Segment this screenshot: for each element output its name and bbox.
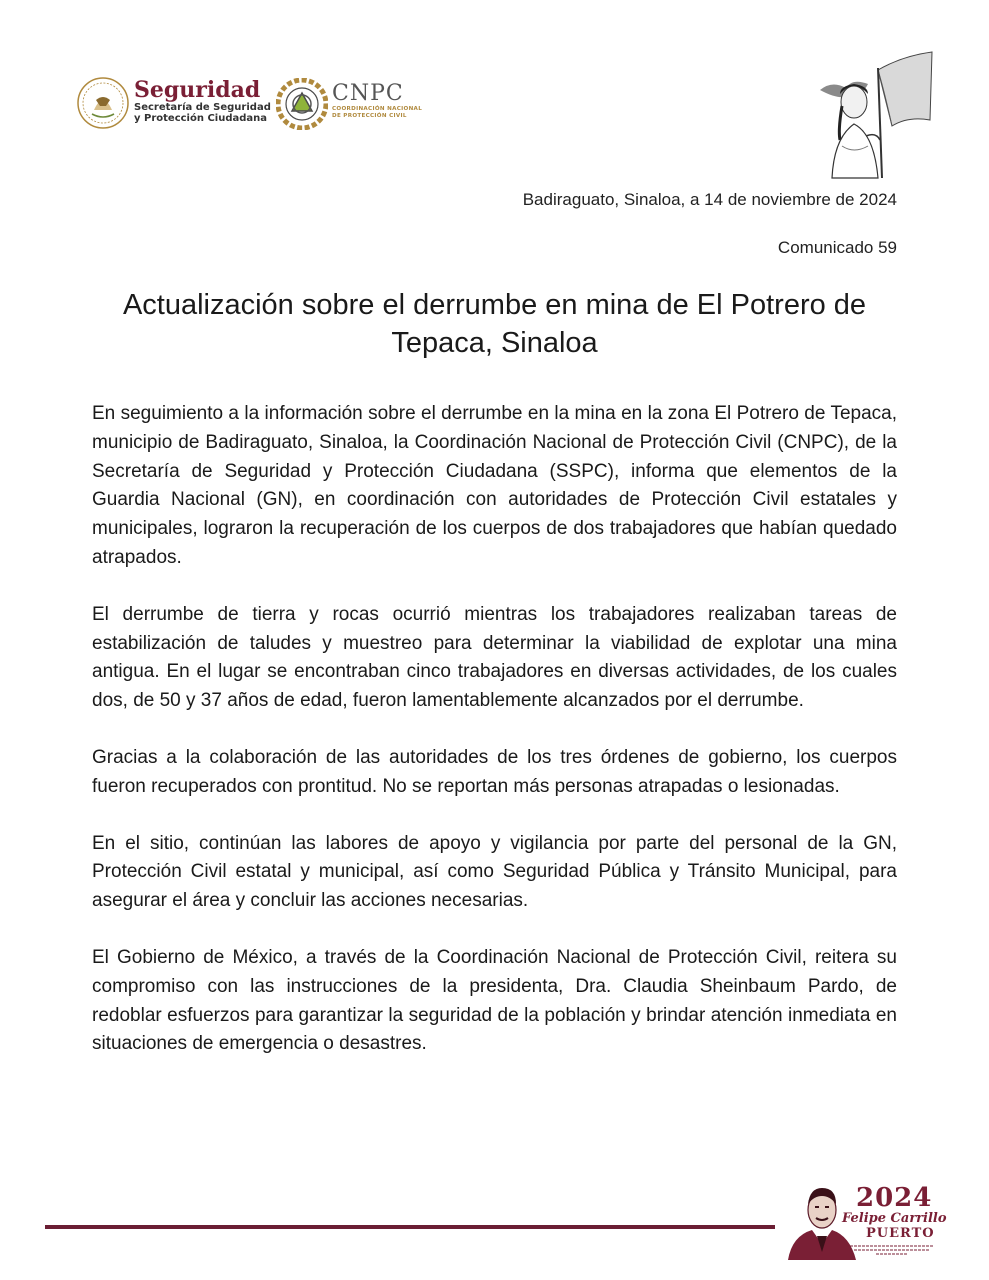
footer-place: PUERTO [866,1226,935,1241]
header-logos [76,74,436,134]
paragraph: En seguimiento a la información sobre el derrumbe en la mina en la zona El Potrero de Tepaca, municipio de Badiraguato, Sinaloa, la Coordinación Nacional de Protección Civil (CNPC), de la Secretaría de Seguridad y Protección Ciudadana (SSPC), informa que elementos de la Guardia Nacional (GN), en coordinación con autoridades de Protección Civil estatales y municipales, lograron la recuperación de los cuerpos de dos trabajadores que habían quedado atrapados. [92,403,897,568]
footer-name: Felipe Carrillo [842,1211,947,1226]
paragraph: Gracias a la colaboración de las autoridades de los tres órdenes de gobierno, los cuerpos fueron recuperados con prontitud. No se reportan más personas atrapadas o lesionadas. [92,746,897,797]
document-body [92,400,897,1087]
heroine-with-flag-illustration [812,50,936,180]
cnpc-logo-line-2: DE PROTECCIÓN CIVIL [332,113,407,119]
place-and-date: Badiraguato, Sinaloa, a 14 de noviembre de 2024 [522,190,897,209]
seguridad-logo-title: Seguridad [134,77,261,103]
seguridad-logo-line-1: Secretaría de Seguridad [134,102,271,113]
mexico-coat-of-arms-icon [76,76,130,130]
footer-motto-decoration [846,1243,938,1256]
seguridad-logo [134,78,271,124]
cnpc-logo-line-1: COORDINACIÓN NACIONAL [332,106,423,112]
paragraph: El Gobierno de México, a través de la Coordinación Nacional de Protección Civil, reitera su compromiso con las instrucciones de la presidenta, Dra. Claudia Sheinbaum Pardo, de redoblar esfuerzos para garantizar la seguridad de la población y brindar atención inmediata en situaciones de emergencia o desastres. [92,946,897,1055]
cnpc-logo-title: CNPC [332,81,404,106]
release-number: Comunicado 59 [777,238,897,257]
cnpc-seal-icon [276,78,328,130]
paragraph: En el sitio, continúan las labores de apoyo y vigilancia por parte del personal de la GN, Protección Civil estatal y municipal, así como Seguridad Pública y Tránsito Municipal, para asegurar el área y concluir las acciones necesarias. [92,832,897,912]
document-title: Actualización sobre el derrumbe en mina de El Potrero de Tepaca, Sinaloa [122,289,867,359]
seguridad-logo-line-2: y Protección Ciudadana [134,113,268,124]
footer-motto-lines [846,1243,938,1255]
footer-year: 2024 [856,1183,933,1213]
footer-divider [45,1225,775,1229]
cnpc-logo [332,82,422,120]
paragraph: El derrumbe de tierra y rocas ocurrió mientras los trabajadores realizaban tareas de estabilización de taludes y muestreo para determinar la viabilidad de explotar una mina antigua. En el lugar se encontraban cinco trabajadores en diversas actividades, de los cuales dos, de 50 y 37 años de edad, fueron lamentablemente alcanzados por el derrumbe. [92,603,897,712]
